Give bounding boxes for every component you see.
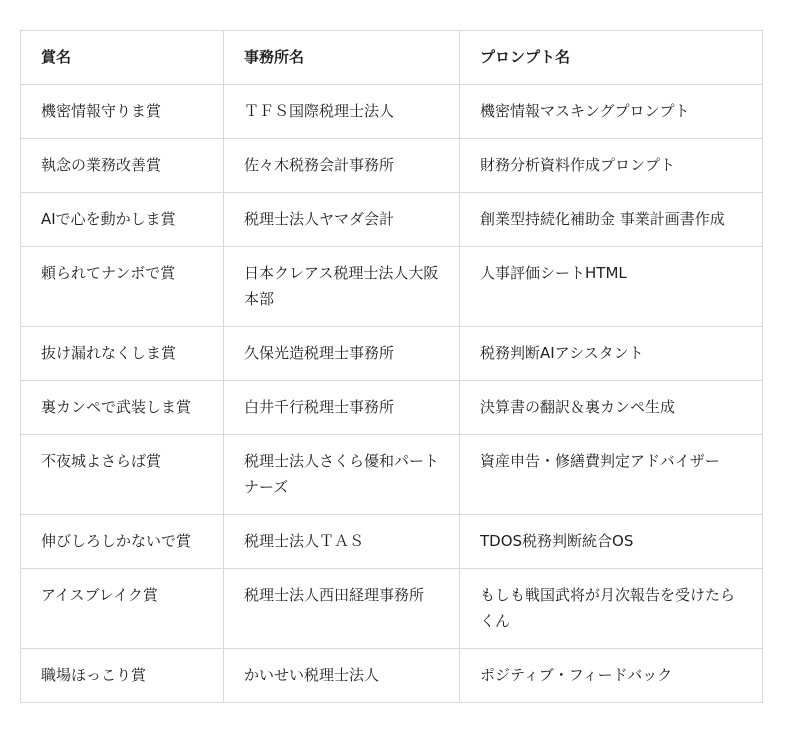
awards-table-container [20, 30, 762, 703]
office-cell: 税理士法人ＴＡＳ [224, 515, 460, 569]
table-row [21, 327, 763, 381]
table-row [21, 381, 763, 435]
award-cell: 裏カンペで武装しま賞 [21, 381, 224, 435]
prompt-cell: 創業型持続化補助金 事業計画書作成 [460, 193, 763, 247]
office-cell: 日本クレアス税理士法人大阪本部 [224, 247, 460, 327]
prompt-cell: 決算書の翻訳＆裏カンペ生成 [460, 381, 763, 435]
table-row [21, 247, 763, 327]
office-cell: 税理士法人ヤマダ会計 [224, 193, 460, 247]
awards-table [20, 30, 763, 703]
office-cell: 税理士法人さくら優和パートナーズ [224, 435, 460, 515]
prompt-cell: 人事評価シートHTML [460, 247, 763, 327]
award-cell: 抜け漏れなくしま賞 [21, 327, 224, 381]
table-header-row [21, 31, 763, 85]
award-cell: 伸びしろしかないで賞 [21, 515, 224, 569]
prompt-cell: ポジティブ・フィードバック [460, 649, 763, 703]
award-cell: AIで心を動かしま賞 [21, 193, 224, 247]
award-cell: 頼られてナンボで賞 [21, 247, 224, 327]
award-cell: 不夜城よさらば賞 [21, 435, 224, 515]
table-row [21, 435, 763, 515]
table-row [21, 193, 763, 247]
prompt-cell: 財務分析資料作成プロンプト [460, 139, 763, 193]
header-award-name: 賞名 [21, 31, 224, 85]
header-office-name: 事務所名 [224, 31, 460, 85]
table-row [21, 139, 763, 193]
award-cell: 機密情報守りま賞 [21, 85, 224, 139]
award-cell: アイスブレイク賞 [21, 569, 224, 649]
table-row [21, 515, 763, 569]
prompt-cell: TDOS税務判断統合OS [460, 515, 763, 569]
award-cell: 職場ほっこり賞 [21, 649, 224, 703]
table-row [21, 649, 763, 703]
office-cell: 久保光造税理士事務所 [224, 327, 460, 381]
office-cell: 税理士法人西田経理事務所 [224, 569, 460, 649]
prompt-cell: もしも戦国武将が月次報告を受けたらくん [460, 569, 763, 649]
header-prompt-name: プロンプト名 [460, 31, 763, 85]
office-cell: 佐々木税務会計事務所 [224, 139, 460, 193]
table-row [21, 85, 763, 139]
office-cell: 白井千行税理士事務所 [224, 381, 460, 435]
office-cell: かいせい税理士法人 [224, 649, 460, 703]
prompt-cell: 税務判断AIアシスタント [460, 327, 763, 381]
prompt-cell: 機密情報マスキングプロンプト [460, 85, 763, 139]
award-cell: 執念の業務改善賞 [21, 139, 224, 193]
table-row [21, 569, 763, 649]
office-cell: ＴＦＳ国際税理士法人 [224, 85, 460, 139]
prompt-cell: 資産申告・修繕費判定アドバイザー [460, 435, 763, 515]
